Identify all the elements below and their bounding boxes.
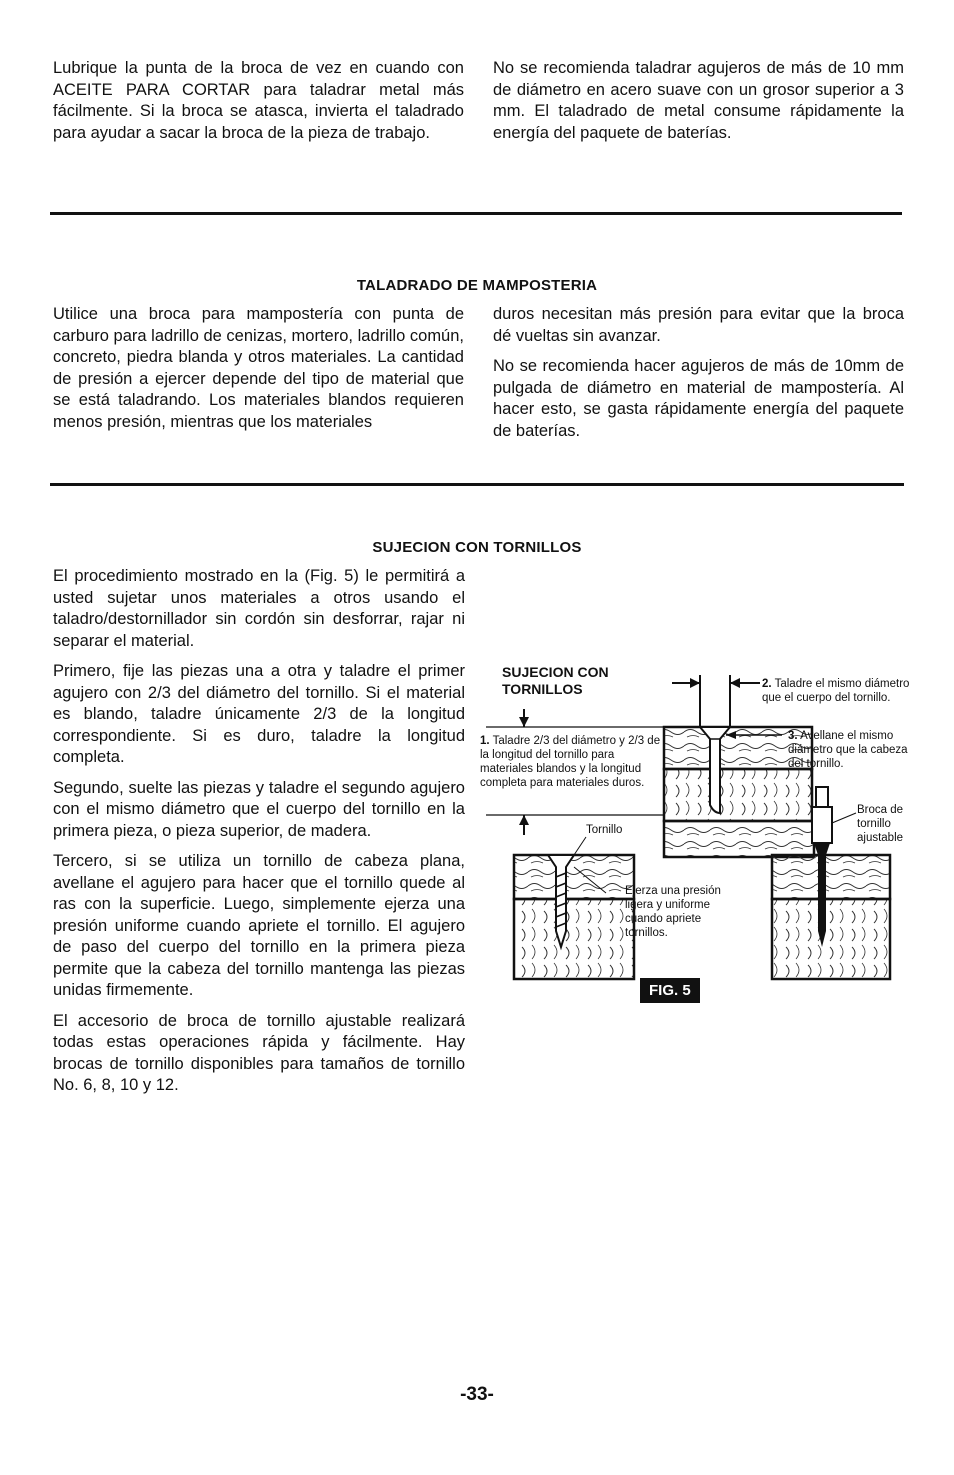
screws-paragraph-3: Segundo, suelte las piezas y taladre el segundo agujero con el mismo diámetro que el cuerpo del tornillo en la primera pieza, o pieza superior, de madera. (53, 778, 465, 840)
intro-right-paragraph (493, 58, 904, 153)
figure-5 (476, 655, 916, 1015)
page-number: -33- (460, 1384, 494, 1405)
step-1-number: 1. (480, 735, 490, 747)
figure-title-line-2: TORNILLOS (502, 681, 583, 697)
step-3-label (788, 729, 912, 771)
screws-heading: SUJECION CON TORNILLOS (372, 539, 582, 556)
divider-2 (50, 483, 904, 486)
step-3-text: Avellane el mismo diámetro que la cabeza del tornillo. (788, 730, 908, 770)
figure-title-line-1: SUJECION CON (502, 664, 609, 680)
screws-paragraph-5: El accesorio de broca de tornillo ajustable realizará todas estas operaciones rápida y fácilmente. Hay brocas de tornillo disponibles para tamaños de tornillo No. 6, 8, 10 y 12. (53, 1011, 465, 1094)
masonry-left-column (53, 304, 464, 442)
screws-paragraph-2: Primero, fije las piezas una a otra y taladre el primer agujero con 2/3 del diámetro del tornillo. Si el material es blando, taladre únicamente 2/3 de la longitud correspondiente. Si es duro, taladre la longitud completa. (53, 662, 465, 766)
figure-label: FIG. 5 (640, 978, 700, 1003)
step-3-number: 3. (788, 730, 798, 742)
intro-left-paragraph (53, 58, 464, 153)
step-1-text: Taladre 2/3 del diámetro y 2/3 de la longitud del tornillo para materiales blandos y la longitud completa para materiales duros. (480, 735, 661, 789)
screws-paragraph-1: El procedimiento mostrado en la (Fig. 5) le permitirá a usted sujetar unos materiales a otros usando el taladro/destornillador sin cordón sin desforrar, rajar ni separar el material. (53, 567, 465, 650)
masonry-heading: TALADRADO DE MAMPOSTERIA (356, 277, 598, 294)
screw-label: Tornillo (586, 824, 623, 836)
masonry-right-column (493, 304, 904, 451)
masonry-left-text: Utilice una broca para mampostería con punta de carburo para ladrillo de cenizas, mortero, ladrillo común, concreto, piedra blanda y otros materiales. La cantidad de presión a ejercer depende del tipo de material que se está taladrando. Los materiales blandos requieren menos presión, mientras que los materiales (53, 305, 464, 431)
figure-5-drawing (476, 655, 916, 1015)
screws-paragraph-4: Tercero, si se utiliza un tornillo de cabeza plana, avellane el agujero para hacer que el tornillo quede al ras con la superficie. Luego, simplemente ejerza una presión uniforme cuando apriete el tornillo. El agujero de paso del cuerpo del tornillo en la primera pieza permite que la cabeza del tornillo mantenga las piezas unidas firmemente. (53, 852, 465, 999)
bottom-left-screw-block (514, 837, 634, 979)
masonry-right-text-2: No se recomienda hacer agujeros de más de 10mm de pulgada de diámetro en material de mampostería. Al hacer esto, se gasta rápidamente energía del paquete de baterías. (493, 357, 904, 440)
step-2-label (762, 677, 912, 705)
step-2-text: Taladre el mismo diámetro que el cuerpo del tornillo. (762, 678, 910, 704)
figure-title (502, 664, 609, 698)
intro-right-text: No se recomienda taladrar agujeros de más de 10 mm de diámetro en acero suave con un grosor superior a 3 mm. El taladrado de metal consume rápidamente la energía del paquete de baterías. (493, 59, 904, 142)
step-1-label (480, 734, 662, 790)
masonry-right-text-1: duros necesitan más presión para evitar que la broca dé vueltas sin avanzar. (493, 305, 904, 345)
bit-label: Broca de tornillo ajustable (857, 804, 904, 844)
step-2-number: 2. (762, 678, 772, 690)
intro-left-text: Lubrique la punta de la broca de vez en cuando con ACEITE PARA CORTAR para taladrar metal más fácilmente. Si la broca se atasca, invierta el taladrado para ayudar a sacar la broca de la pieza de trabajo. (53, 59, 464, 142)
pressure-label: Ejerza una presión ligera y uniforme cuando apriete tornillos. (625, 885, 721, 939)
screws-column (53, 566, 465, 1106)
divider-1 (50, 212, 902, 215)
